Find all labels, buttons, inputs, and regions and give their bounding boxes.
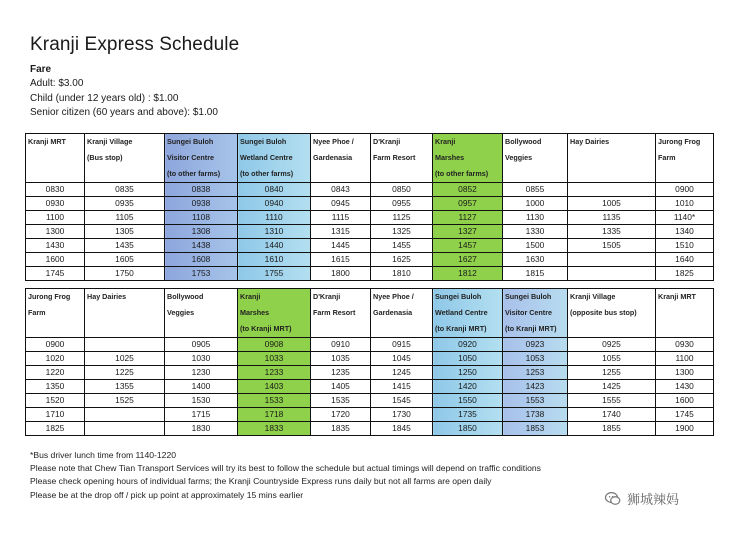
time-cell: 0925: [568, 338, 656, 352]
time-cell: 1135: [568, 211, 656, 225]
time-cell: 1600: [26, 253, 85, 267]
time-cell: 1440: [238, 239, 311, 253]
watermark: [604, 489, 679, 508]
time-cell: 1627: [433, 253, 503, 267]
time-cell: 1125: [371, 211, 433, 225]
time-cell: 1718: [238, 408, 311, 422]
time-cell: 1233: [238, 366, 311, 380]
time-cell: 1330: [503, 225, 568, 239]
time-cell: 1045: [371, 352, 433, 366]
time-cell: 1500: [503, 239, 568, 253]
column-header: [656, 289, 714, 338]
time-cell: 1438: [165, 239, 238, 253]
time-cell: 1755: [238, 267, 311, 281]
time-cell: 1005: [568, 197, 656, 211]
time-cell: 0923: [503, 338, 568, 352]
time-cell: 1225: [85, 366, 165, 380]
column-header-line: Farm: [28, 308, 46, 317]
time-cell: 1405: [311, 380, 371, 394]
time-cell: [568, 267, 656, 281]
column-header: [165, 134, 238, 183]
column-header: [85, 134, 165, 183]
column-header: [371, 134, 433, 183]
time-cell: 1730: [371, 408, 433, 422]
time-cell: 1553: [503, 394, 568, 408]
time-cell: 1355: [85, 380, 165, 394]
time-cell: 1053: [503, 352, 568, 366]
time-cell: 1525: [85, 394, 165, 408]
time-cell: 0840: [238, 183, 311, 197]
time-cell: 1030: [165, 352, 238, 366]
time-cell: 1105: [85, 211, 165, 225]
time-cell: 0855: [503, 183, 568, 197]
time-cell: 1505: [568, 239, 656, 253]
time-cell: 1000: [503, 197, 568, 211]
time-cell: [568, 183, 656, 197]
time-cell: 0900: [26, 338, 85, 352]
column-header: [85, 289, 165, 338]
column-header-line: Bollywood: [167, 292, 204, 301]
time-cell: 1530: [165, 394, 238, 408]
column-header-line: Hay Dairies: [570, 137, 610, 146]
time-cell: 0938: [165, 197, 238, 211]
time-cell: 1308: [165, 225, 238, 239]
column-header-line: Visitor Centre: [167, 153, 214, 162]
time-cell: 1430: [656, 380, 714, 394]
column-header-line: (to Kranji MRT): [240, 324, 292, 333]
table-row: [26, 366, 714, 380]
time-cell: 1715: [165, 408, 238, 422]
time-cell: 0920: [433, 338, 503, 352]
time-cell: 1425: [568, 380, 656, 394]
time-cell: 1545: [371, 394, 433, 408]
time-cell: 1845: [371, 422, 433, 436]
time-cell: 1825: [26, 422, 85, 436]
column-header-line: (to Kranji MRT): [435, 324, 487, 333]
column-header-line: Sungei Buloh: [240, 137, 287, 146]
time-cell: 0850: [371, 183, 433, 197]
note-arrival: Please be at the drop off / pick up point at approximately 15 mins earlier: [30, 490, 304, 500]
time-cell: 1100: [26, 211, 85, 225]
time-cell: 1055: [568, 352, 656, 366]
time-cell: 1327: [433, 225, 503, 239]
time-cell: 1115: [311, 211, 371, 225]
time-cell: 1305: [85, 225, 165, 239]
time-cell: 1812: [433, 267, 503, 281]
time-cell: 1640: [656, 253, 714, 267]
time-cell: 1127: [433, 211, 503, 225]
time-cell: [85, 422, 165, 436]
time-cell: 1230: [165, 366, 238, 380]
time-cell: 1445: [311, 239, 371, 253]
column-header-line: Sungei Buloh: [435, 292, 482, 301]
schedule-table-outbound: [25, 133, 714, 281]
column-header-line: Kranji MRT: [658, 292, 696, 301]
time-cell: 0835: [85, 183, 165, 197]
column-header: [26, 289, 85, 338]
column-header: [311, 134, 371, 183]
time-cell: 1310: [238, 225, 311, 239]
time-cell: 1400: [165, 380, 238, 394]
table-row: [26, 422, 714, 436]
note-opening-hours: Please check opening hours of individual farms; the Kranji Countryside Express runs daily but not all farms are open daily: [30, 476, 492, 486]
time-cell: 0945: [311, 197, 371, 211]
time-cell: 1745: [26, 267, 85, 281]
fare-child: Child (under 12 years old) : $1.00: [30, 93, 179, 104]
column-header-line: Kranji Village: [87, 137, 133, 146]
time-cell: 1430: [26, 239, 85, 253]
note-timing: Please note that Chew Tian Transport Services will try its best to follow the schedule but actual timings will depend on traffic conditions: [30, 463, 541, 473]
time-cell: 0957: [433, 197, 503, 211]
schedule-table-return: [25, 288, 714, 436]
time-cell: 1050: [433, 352, 503, 366]
time-cell: 1250: [433, 366, 503, 380]
time-cell: 1533: [238, 394, 311, 408]
time-cell: 1550: [433, 394, 503, 408]
column-header-line: Sungei Buloh: [505, 292, 552, 301]
time-cell: 1850: [433, 422, 503, 436]
time-cell: 1108: [165, 211, 238, 225]
column-header-line: D'Kranji: [313, 292, 341, 301]
time-cell: 1035: [311, 352, 371, 366]
time-cell: 1100: [656, 352, 714, 366]
time-cell: 1423: [503, 380, 568, 394]
time-cell: 1020: [26, 352, 85, 366]
time-cell: 1025: [85, 352, 165, 366]
column-header-line: Veggies: [167, 308, 195, 317]
time-cell: 1555: [568, 394, 656, 408]
time-cell: 1600: [656, 394, 714, 408]
time-cell: 0930: [26, 197, 85, 211]
time-cell: 1033: [238, 352, 311, 366]
time-cell: 1853: [503, 422, 568, 436]
time-cell: 1510: [656, 239, 714, 253]
time-cell: 1535: [311, 394, 371, 408]
column-header-line: (opposite bus stop): [570, 308, 637, 317]
table-row: [26, 253, 714, 267]
column-header-line: Hay Dairies: [87, 292, 127, 301]
column-header: [503, 134, 568, 183]
time-cell: 1745: [656, 408, 714, 422]
column-header-line: Jurong Frog: [28, 292, 71, 301]
time-cell: 0843: [311, 183, 371, 197]
time-cell: 1300: [26, 225, 85, 239]
column-header: [433, 134, 503, 183]
time-cell: 1457: [433, 239, 503, 253]
column-header-line: Kranji Village: [570, 292, 616, 301]
time-cell: 0955: [371, 197, 433, 211]
column-header: [503, 289, 568, 338]
fare-senior: Senior citizen (60 years and above): $1.00: [30, 107, 218, 118]
time-cell: 0910: [311, 338, 371, 352]
time-cell: 1455: [371, 239, 433, 253]
table-row: [26, 239, 714, 253]
time-cell: 1010: [656, 197, 714, 211]
column-header-line: Farm: [658, 153, 676, 162]
column-header-line: Farm Resort: [373, 153, 416, 162]
wechat-icon: [604, 490, 622, 508]
time-cell: 1855: [568, 422, 656, 436]
column-header-line: Nyee Phoe /: [373, 292, 414, 301]
column-header: [568, 134, 656, 183]
column-header-line: Jurong Frog: [658, 137, 701, 146]
table-row: [26, 211, 714, 225]
table-row: [26, 352, 714, 366]
time-cell: 1610: [238, 253, 311, 267]
column-header-line: Wetland Centre: [240, 153, 293, 162]
time-cell: [568, 253, 656, 267]
time-cell: 0908: [238, 338, 311, 352]
table-row: [26, 394, 714, 408]
time-cell: 1825: [656, 267, 714, 281]
time-cell: 1735: [433, 408, 503, 422]
column-header-line: (to other farms): [167, 169, 221, 178]
fare-heading: Fare: [30, 64, 52, 75]
time-cell: 0905: [165, 338, 238, 352]
time-cell: 1605: [85, 253, 165, 267]
time-cell: 1140*: [656, 211, 714, 225]
column-header-line: Gardenasia: [313, 153, 353, 162]
time-cell: 1738: [503, 408, 568, 422]
column-header-line: D'Kranji: [373, 137, 401, 146]
note-lunch: *Bus driver lunch time from 1140-1220: [30, 450, 177, 460]
column-header-line: Kranji MRT: [28, 137, 66, 146]
time-cell: 1750: [85, 267, 165, 281]
column-header: [238, 134, 311, 183]
column-header-line: Bollywood: [505, 137, 542, 146]
time-cell: 0930: [656, 338, 714, 352]
table-row: [26, 408, 714, 422]
time-cell: 1335: [568, 225, 656, 239]
time-cell: 0852: [433, 183, 503, 197]
column-header-line: Farm Resort: [313, 308, 356, 317]
column-header-line: Kranji: [435, 137, 456, 146]
column-header-line: (to other farms): [435, 169, 489, 178]
time-cell: 1625: [371, 253, 433, 267]
column-header-line: (to other farms): [240, 169, 294, 178]
column-header-line: (to Kranji MRT): [505, 324, 557, 333]
time-cell: 0838: [165, 183, 238, 197]
column-header-line: Visitor Centre: [505, 308, 552, 317]
time-cell: 0830: [26, 183, 85, 197]
column-header-line: Kranji: [240, 292, 261, 301]
time-cell: 1315: [311, 225, 371, 239]
time-cell: 1630: [503, 253, 568, 267]
time-cell: 1255: [568, 366, 656, 380]
column-header-line: Marshes: [240, 308, 270, 317]
time-cell: 1253: [503, 366, 568, 380]
time-cell: 1710: [26, 408, 85, 422]
time-cell: 0940: [238, 197, 311, 211]
time-cell: 1300: [656, 366, 714, 380]
time-cell: 1615: [311, 253, 371, 267]
time-cell: 1900: [656, 422, 714, 436]
time-cell: 1815: [503, 267, 568, 281]
table-row: [26, 380, 714, 394]
column-header-line: (Bus stop): [87, 153, 123, 162]
column-header: [433, 289, 503, 338]
column-header: [568, 289, 656, 338]
column-header-line: Sungei Buloh: [167, 137, 214, 146]
time-cell: 1740: [568, 408, 656, 422]
time-cell: 1245: [371, 366, 433, 380]
time-cell: 0915: [371, 338, 433, 352]
table-row: [26, 267, 714, 281]
time-cell: 1810: [371, 267, 433, 281]
table-row: [26, 197, 714, 211]
time-cell: 1833: [238, 422, 311, 436]
fare-adult: Adult: $3.00: [30, 78, 84, 89]
table-row: [26, 183, 714, 197]
time-cell: 1325: [371, 225, 433, 239]
time-cell: 1608: [165, 253, 238, 267]
column-header-line: Wetland Centre: [435, 308, 488, 317]
time-cell: 1350: [26, 380, 85, 394]
time-cell: 1220: [26, 366, 85, 380]
time-cell: 1420: [433, 380, 503, 394]
time-cell: 1340: [656, 225, 714, 239]
column-header-line: Nyee Phoe /: [313, 137, 354, 146]
time-cell: 1835: [311, 422, 371, 436]
time-cell: 1403: [238, 380, 311, 394]
time-cell: [85, 408, 165, 422]
time-cell: 1753: [165, 267, 238, 281]
column-header: [238, 289, 311, 338]
time-cell: 1435: [85, 239, 165, 253]
time-cell: 1130: [503, 211, 568, 225]
column-header-line: Gardenasia: [373, 308, 413, 317]
time-cell: 1415: [371, 380, 433, 394]
time-cell: 0900: [656, 183, 714, 197]
time-cell: [85, 338, 165, 352]
column-header: [165, 289, 238, 338]
column-header: [26, 134, 85, 183]
time-cell: 1235: [311, 366, 371, 380]
table-row: [26, 225, 714, 239]
watermark-text: 狮城辣妈: [627, 492, 680, 507]
time-cell: 1720: [311, 408, 371, 422]
column-header: [311, 289, 371, 338]
column-header-line: Marshes: [435, 153, 465, 162]
time-cell: 1800: [311, 267, 371, 281]
column-header-line: Veggies: [505, 153, 533, 162]
table-row: [26, 338, 714, 352]
time-cell: 0935: [85, 197, 165, 211]
time-cell: 1520: [26, 394, 85, 408]
column-header: [371, 289, 433, 338]
time-cell: 1110: [238, 211, 311, 225]
time-cell: 1830: [165, 422, 238, 436]
column-header: [656, 134, 714, 183]
page-title: Kranji Express Schedule: [30, 34, 240, 55]
